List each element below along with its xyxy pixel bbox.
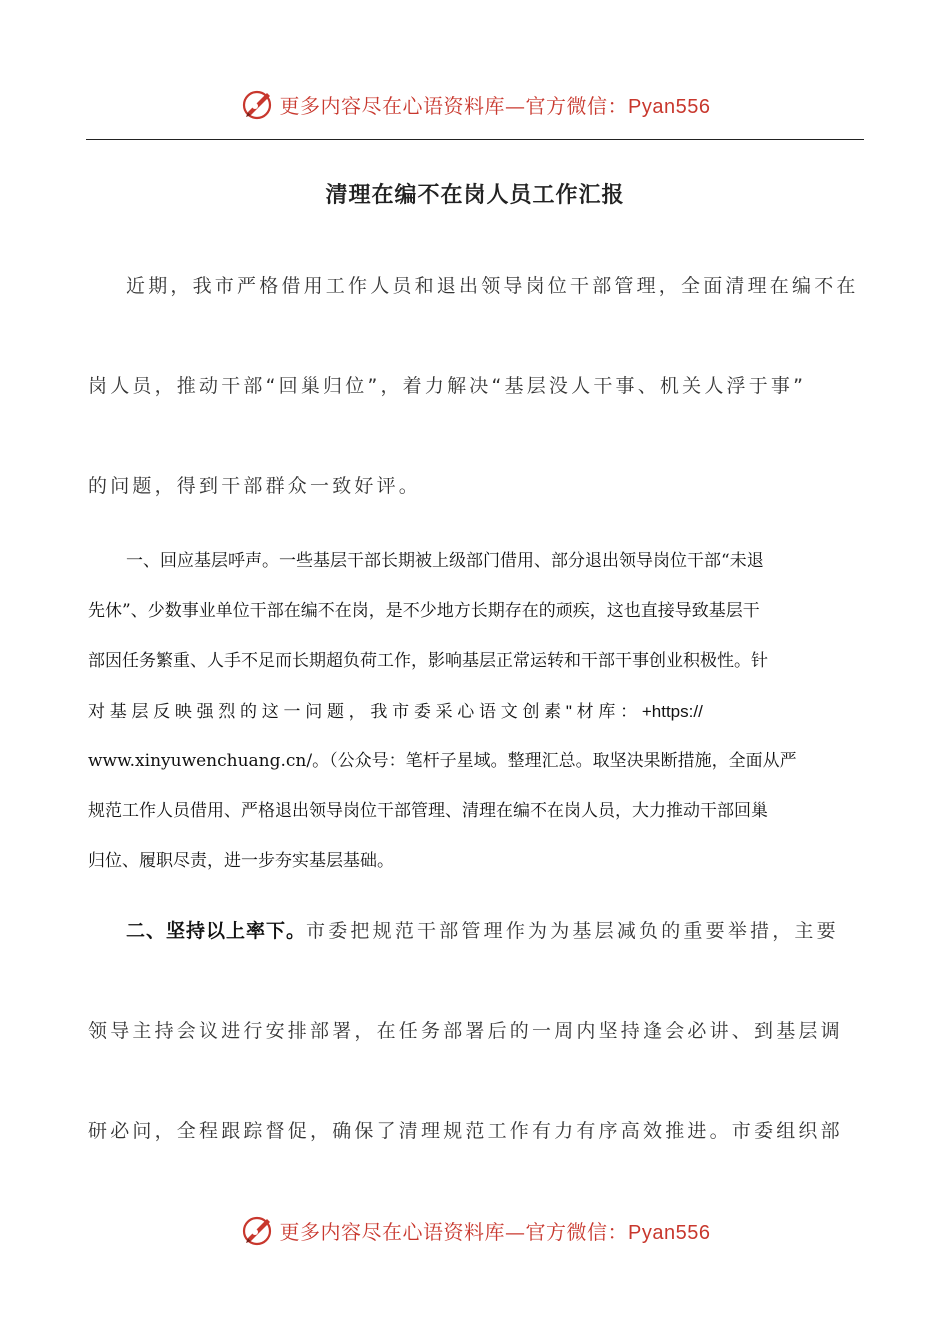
section1-line: 部因任务繁重、人手不足而长期超负荷工作，影响基层正常运转和干部干事创业积极性。针	[88, 651, 768, 671]
section1-line: 归位、履职尽责，进一步夯实基层基础。	[88, 851, 394, 871]
section2-heading: 二、坚持以上率下。	[126, 920, 307, 942]
section2-first-line	[126, 916, 839, 943]
section1-line: 一、回应基层呼声。一些基层干部长期被上级部门借用、部分退出领导岗位干部“未退	[126, 551, 764, 571]
header-banner	[0, 84, 950, 124]
intro-line: 近期，我市严格借用工作人员和退出领导岗位干部管理，全面清理在编不在	[126, 275, 859, 297]
section1-line: 对 基 层 反 映 强 烈 的 这 一 问 题 ， 我 市 委 采 心 语 文 创 素 " 材 库 ： +https://	[88, 702, 703, 721]
section2-line: 领导主持会议进行安排部署，在任务部署后的一周内坚持逢会必讲、到基层调	[88, 1020, 843, 1042]
pen-logo-icon	[240, 1212, 276, 1248]
section1-line: 规范工作人员借用、严格退出领导岗位干部管理、清理在编不在岗人员，大力推动干部回巢	[88, 801, 768, 821]
section1-line: www.xinyuwenchuang.cn/。（公众号：笔杆子星域。整理汇总。取坚决果断措施，全面从严	[88, 751, 797, 771]
document-title: 清理在编不在岗人员工作汇报	[325, 183, 625, 208]
footer-banner	[0, 1210, 950, 1250]
intro-line: 的问题，得到干部群众一致好评。	[88, 475, 422, 497]
footer-banner-text: 更多内容尽在心语资料库—官方微信：Pyan556	[279, 1219, 711, 1244]
intro-line: 岗人员，推动干部“回巢归位”，着力解决“基层没人干事、机关人浮于事”	[88, 375, 807, 397]
section1-line: 先休”、少数事业单位干部在编不在岗，是不少地方长期存在的顽疾，这也直接导致基层干	[88, 601, 760, 621]
section2-line: 市委把规范干部管理作为为基层减负的重要举措，主要	[306, 920, 839, 942]
section2-line: 研必问，全程跟踪督促，确保了清理规范工作有力有序高效推进。市委组织部	[88, 1120, 843, 1142]
header-divider	[86, 139, 864, 140]
header-banner-text: 更多内容尽在心语资料库—官方微信：Pyan556	[279, 93, 711, 118]
pen-logo-icon	[240, 86, 276, 122]
